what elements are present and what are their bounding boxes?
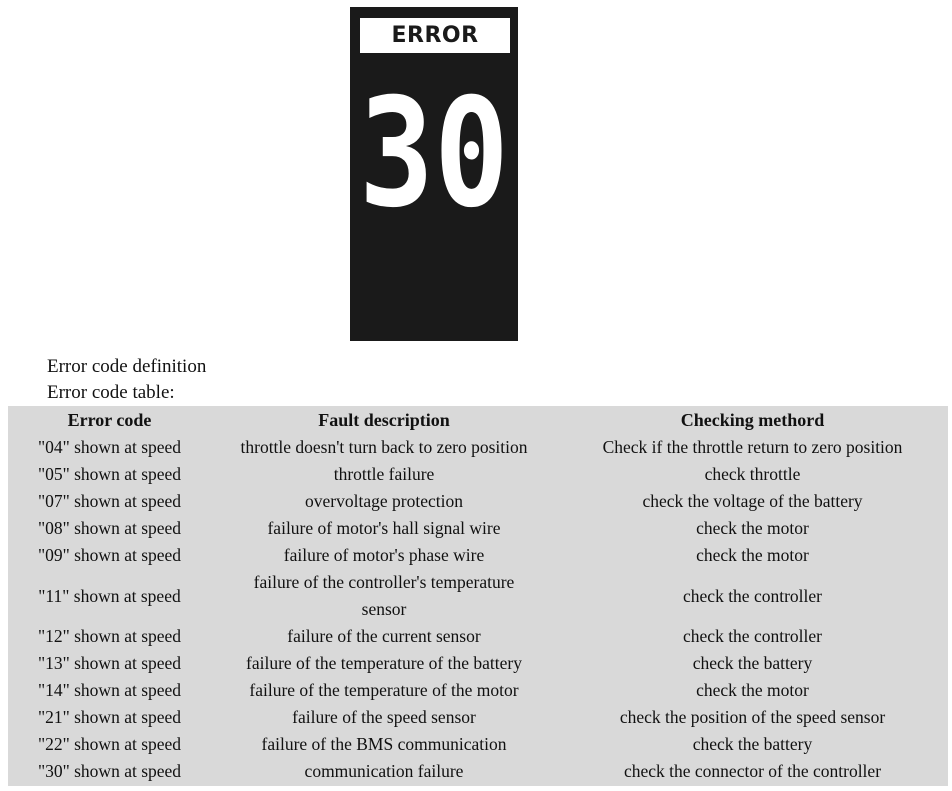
cell-checking-method: Check if the throttle return to zero position [602, 437, 903, 457]
table-row [8, 677, 948, 704]
cell-checking-method: check the connector of the controller [623, 761, 882, 781]
table-row [8, 461, 948, 488]
error-code-text: 30 [359, 67, 509, 241]
cell-fault-description-text: failure of the controller's temperature sensor [253, 572, 515, 619]
cell-error-code: "05" shown at speed [37, 464, 182, 484]
cell-error-code: "30" shown at speed [37, 761, 182, 781]
cell-error-code: "07" shown at speed [37, 491, 182, 511]
cell-error-code: "13" shown at speed [37, 653, 182, 673]
cell-fault-description: throttle doesn't turn back to zero position [240, 437, 528, 457]
cell-error-code: "09" shown at speed [37, 545, 182, 565]
table-row [8, 650, 948, 677]
table-row [8, 542, 948, 569]
cell-fault-description: throttle failure [333, 464, 435, 484]
cell-fault-description: communication failure [304, 761, 464, 781]
cell-fault-description: failure of the BMS communication [261, 734, 507, 754]
table-row [8, 515, 948, 542]
table-row [8, 623, 948, 650]
table-header-row [8, 406, 948, 434]
cell-error-code: "21" shown at speed [37, 707, 182, 727]
cell-error-code: "12" shown at speed [37, 626, 182, 646]
error-code-table [8, 406, 948, 785]
cell-checking-method: check the battery [692, 653, 813, 673]
error-code-digits [358, 67, 510, 241]
cell-checking-method: check throttle [704, 464, 801, 484]
cell-error-code: "08" shown at speed [37, 518, 182, 538]
table-row [8, 704, 948, 731]
cell-checking-method: check the voltage of the battery [642, 491, 863, 511]
header-error-code: Error code [67, 409, 152, 430]
cell-checking-method: check the motor [696, 545, 809, 565]
cell-checking-method: check the position of the speed sensor [619, 707, 886, 727]
definition-caption: Error code definition [47, 356, 207, 377]
cell-checking-method: check the motor [696, 680, 809, 700]
table-row [8, 434, 948, 461]
cell-checking-method: check the controller [683, 585, 822, 606]
cell-error-code: "11" shown at speed [38, 585, 181, 606]
cell-checking-method: check the battery [692, 734, 813, 754]
cell-fault-description: failure of the current sensor [287, 626, 481, 646]
cell-checking-method: check the controller [683, 626, 822, 646]
table-row [8, 488, 948, 515]
cell-fault-description: failure of motor's phase wire [283, 545, 485, 565]
cell-checking-method: check the motor [696, 518, 809, 538]
cell-fault-description: failure of the temperature of the battery [246, 653, 522, 673]
cell-fault-description: failure of the temperature of the motor [249, 680, 519, 700]
cell-fault-description: failure of motor's hall signal wire [267, 518, 501, 538]
header-checking-method: Checking methord [680, 409, 825, 430]
cell-error-code: "14" shown at speed [37, 680, 182, 700]
table-row [8, 758, 948, 785]
table-row [8, 731, 948, 758]
cell-fault-description: overvoltage protection [305, 491, 463, 511]
table-row [8, 569, 948, 623]
cell-fault-description [211, 569, 557, 623]
cell-error-code: "22" shown at speed [37, 734, 182, 754]
cell-error-code: "04" shown at speed [37, 437, 182, 457]
error-label: ERROR [360, 18, 510, 53]
table-caption: Error code table: [47, 382, 175, 403]
error-code-table-container [8, 406, 948, 786]
error-display [350, 7, 518, 341]
cell-fault-description: failure of the speed sensor [292, 707, 476, 727]
header-fault-description: Fault description [318, 409, 450, 430]
